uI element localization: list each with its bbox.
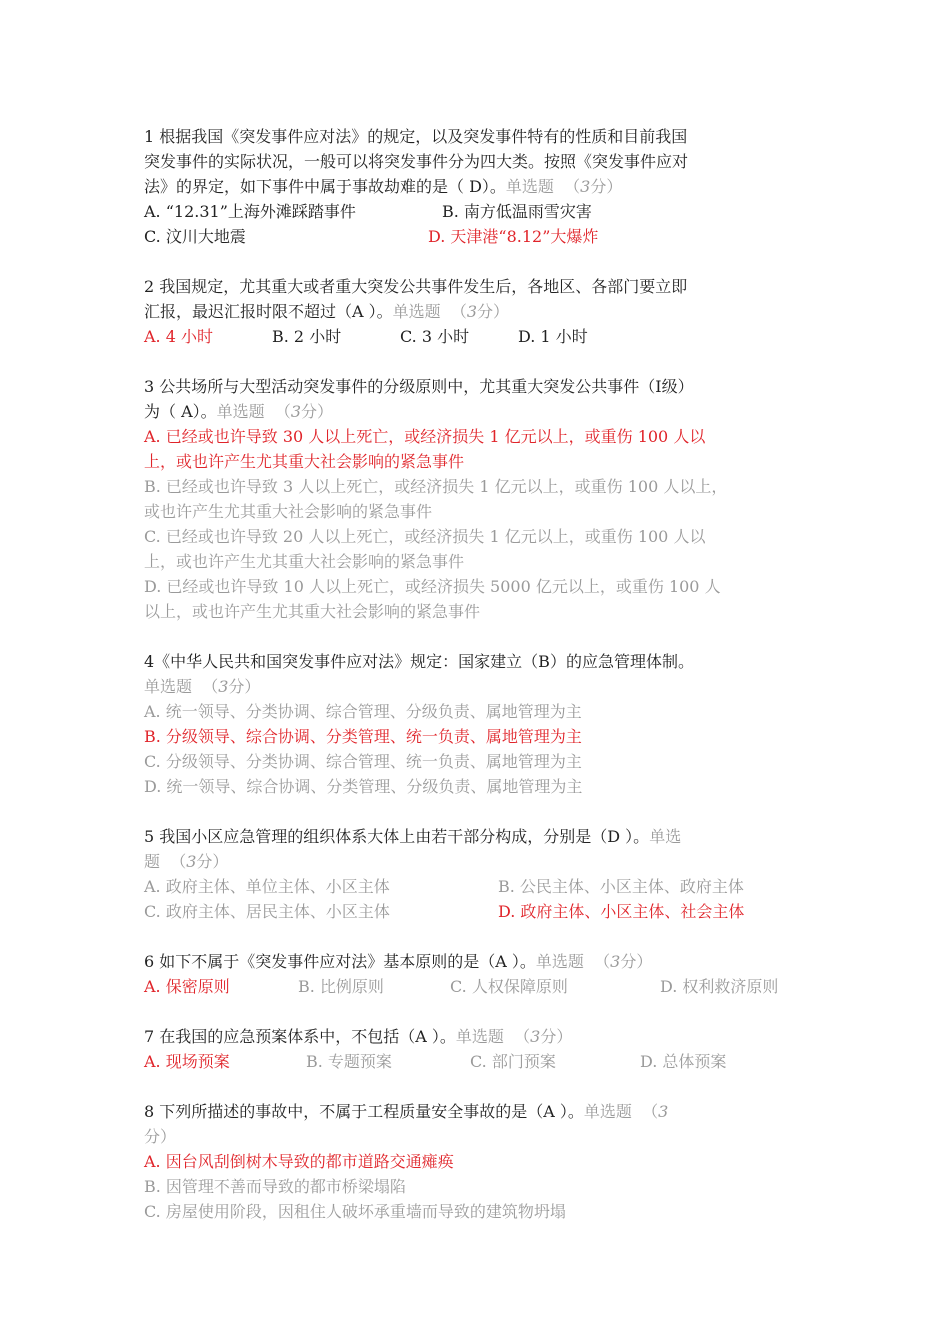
question-1 [144, 124, 824, 249]
question-4 [144, 649, 824, 799]
question-stem: 2 我国规定，尤其重大或者重大突发公共事件发生后，各地区、各部门要立即 [144, 277, 688, 296]
question-7 [144, 1024, 824, 1074]
option-b-answer: B. 分级领导、综合协调、分类管理、统一负责、属地管理为主 [144, 727, 582, 746]
question-type-tag: 单选题 [216, 402, 265, 421]
question-stem: 1 根据我国《突发事件应对法》的规定，以及突发事件特有的性质和目前我国 [144, 127, 688, 146]
option-d: D. 已经或也许导致 10 人以上死亡，或经济损失 5000 亿元以上，或重伤 100 人 [144, 577, 721, 596]
question-stem: 4《中华人民共和国突发事件应对法》规定：国家建立（B）的应急管理体制。 [144, 652, 694, 671]
option-d-answer: D. 天津港“8.12”大爆炸 [428, 227, 599, 246]
question-score: （3分） [274, 402, 334, 421]
question-stem: 法》的界定，如下事件中属于事故劫难的是（ D）。 [144, 177, 506, 196]
question-score: （3分） [202, 677, 261, 696]
option-c: C. 汶川大地震 [144, 227, 246, 246]
question-score: 分） [144, 1127, 177, 1146]
option-a-answer: 上，或也许产生尤其重大社会影响的紧急事件 [144, 452, 465, 471]
option-c: 上，或也许产生尤其重大社会影响的紧急事件 [144, 552, 465, 571]
question-score: （3分） [170, 852, 229, 871]
option-c: C. 部门预案 [470, 1052, 556, 1071]
question-score: （3分） [594, 952, 653, 971]
option-b: B. 2 小时 [272, 327, 342, 346]
option-b: B. 公民主体、小区主体、政府主体 [498, 877, 744, 896]
question-5 [144, 824, 824, 924]
option-d: D. 1 小时 [518, 327, 588, 346]
question-stem: 为（ A）。 [144, 402, 217, 421]
option-b: 或也许产生尤其重大社会影响的紧急事件 [144, 502, 433, 521]
option-b: B. 已经或也许导致 3 人以上死亡，或经济损失 1 亿元以上，或重伤 100 人以上， [144, 477, 728, 496]
option-d: D. 统一领导、综合协调、分类管理、分级负责、属地管理为主 [144, 777, 583, 796]
question-2 [144, 274, 824, 349]
option-d: D. 总体预案 [640, 1052, 727, 1071]
question-stem: 3 公共场所与大型活动突发事件的分级原则中，尤其重大突发公共事件（Ⅰ级） [144, 377, 694, 396]
option-c: C. 已经或也许导致 20 人以上死亡，或经济损失 1 亿元以上，或重伤 100 人以 [144, 527, 706, 546]
option-b: B. 南方低温雨雪灾害 [442, 202, 592, 221]
question-stem: 汇报，最迟汇报时限不超过（A ）。 [144, 302, 393, 321]
question-type-tag: 单选题 [144, 677, 193, 696]
question-stem: 6 如下不属于《突发事件应对法》基本原则的是（A ）。 [144, 952, 536, 971]
option-a-answer: A. 4 小时 [144, 327, 213, 346]
option-d: 以上，或也许产生尤其重大社会影响的紧急事件 [144, 602, 481, 621]
option-a: A. 政府主体、单位主体、小区主体 [144, 877, 390, 896]
option-c: C. 政府主体、居民主体、小区主体 [144, 902, 390, 921]
option-d: D. 权利救济原则 [660, 977, 779, 996]
question-type-tag: 单选 [649, 827, 682, 846]
option-c: C. 人权保障原则 [450, 977, 568, 996]
question-type-tag: 单选题 [583, 1102, 632, 1121]
question-type-tag: 题 [144, 852, 161, 871]
option-b: B. 比例原则 [298, 977, 384, 996]
option-c: C. 房屋使用阶段，因租住人破坏承重墙而导致的建筑物坍塌 [144, 1202, 566, 1221]
option-c: C. 分级领导、分类协调、综合管理、统一负责、属地管理为主 [144, 752, 582, 771]
question-stem: 5 我国小区应急管理的组织体系大体上由若干部分构成，分别是（D ）。 [144, 827, 650, 846]
question-type-tag: 单选题 [392, 302, 441, 321]
question-3 [144, 374, 824, 624]
option-b: B. 因管理不善而导致的都市桥梁塌陷 [144, 1177, 406, 1196]
question-8: 8 下列所描述的事故中，不属于工程质量安全事故的是（A ）。单选题 （3 分） A. 因台风刮倒树木导致的都市道路交通瘫痪 B. 因管理不善而导致的都市桥梁塌陷 C. 房屋使用阶段，因租住人破坏承重墙而导致的建筑物坍塌 [144, 1099, 824, 1224]
option-a-answer: A. 现场预案 [144, 1052, 230, 1071]
question-stem: 突发事件的实际状况，一般可以将突发事件分为四大类。按照《突发事件应对 [144, 152, 689, 171]
option-a: A. 统一领导、分类协调、综合管理、分级负责、属地管理为主 [144, 702, 582, 721]
question-stem: 7 在我国的应急预案体系中，不包括（A ）。 [144, 1027, 456, 1046]
question-type-tag: 单选题 [535, 952, 584, 971]
question-score: （3分） [564, 177, 623, 196]
option-a-answer: A. 因台风刮倒树木导致的都市道路交通瘫痪 [144, 1152, 454, 1171]
question-score: （3分） [514, 1027, 573, 1046]
option-a-answer: A. 保密原则 [144, 977, 230, 996]
exam-page [144, 124, 824, 1249]
option-b: B. 专题预案 [306, 1052, 392, 1071]
question-score: 3 [658, 1102, 669, 1121]
option-a-answer: A. 已经或也许导致 30 人以上死亡，或经济损失 1 亿元以上，或重伤 100 人以 [144, 427, 706, 446]
question-6 [144, 949, 824, 999]
question-stem: 8 下列所描述的事故中，不属于工程质量安全事故的是（A ）。 [144, 1102, 584, 1121]
option-a: A. “12.31”上海外滩踩踏事件 [144, 202, 356, 221]
question-score: （3分） [450, 302, 510, 321]
question-type-tag: 单选题 [455, 1027, 504, 1046]
question-type-tag: 单选题 [505, 177, 554, 196]
option-c: C. 3 小时 [400, 327, 470, 346]
option-d-answer: D. 政府主体、小区主体、社会主体 [498, 902, 745, 921]
